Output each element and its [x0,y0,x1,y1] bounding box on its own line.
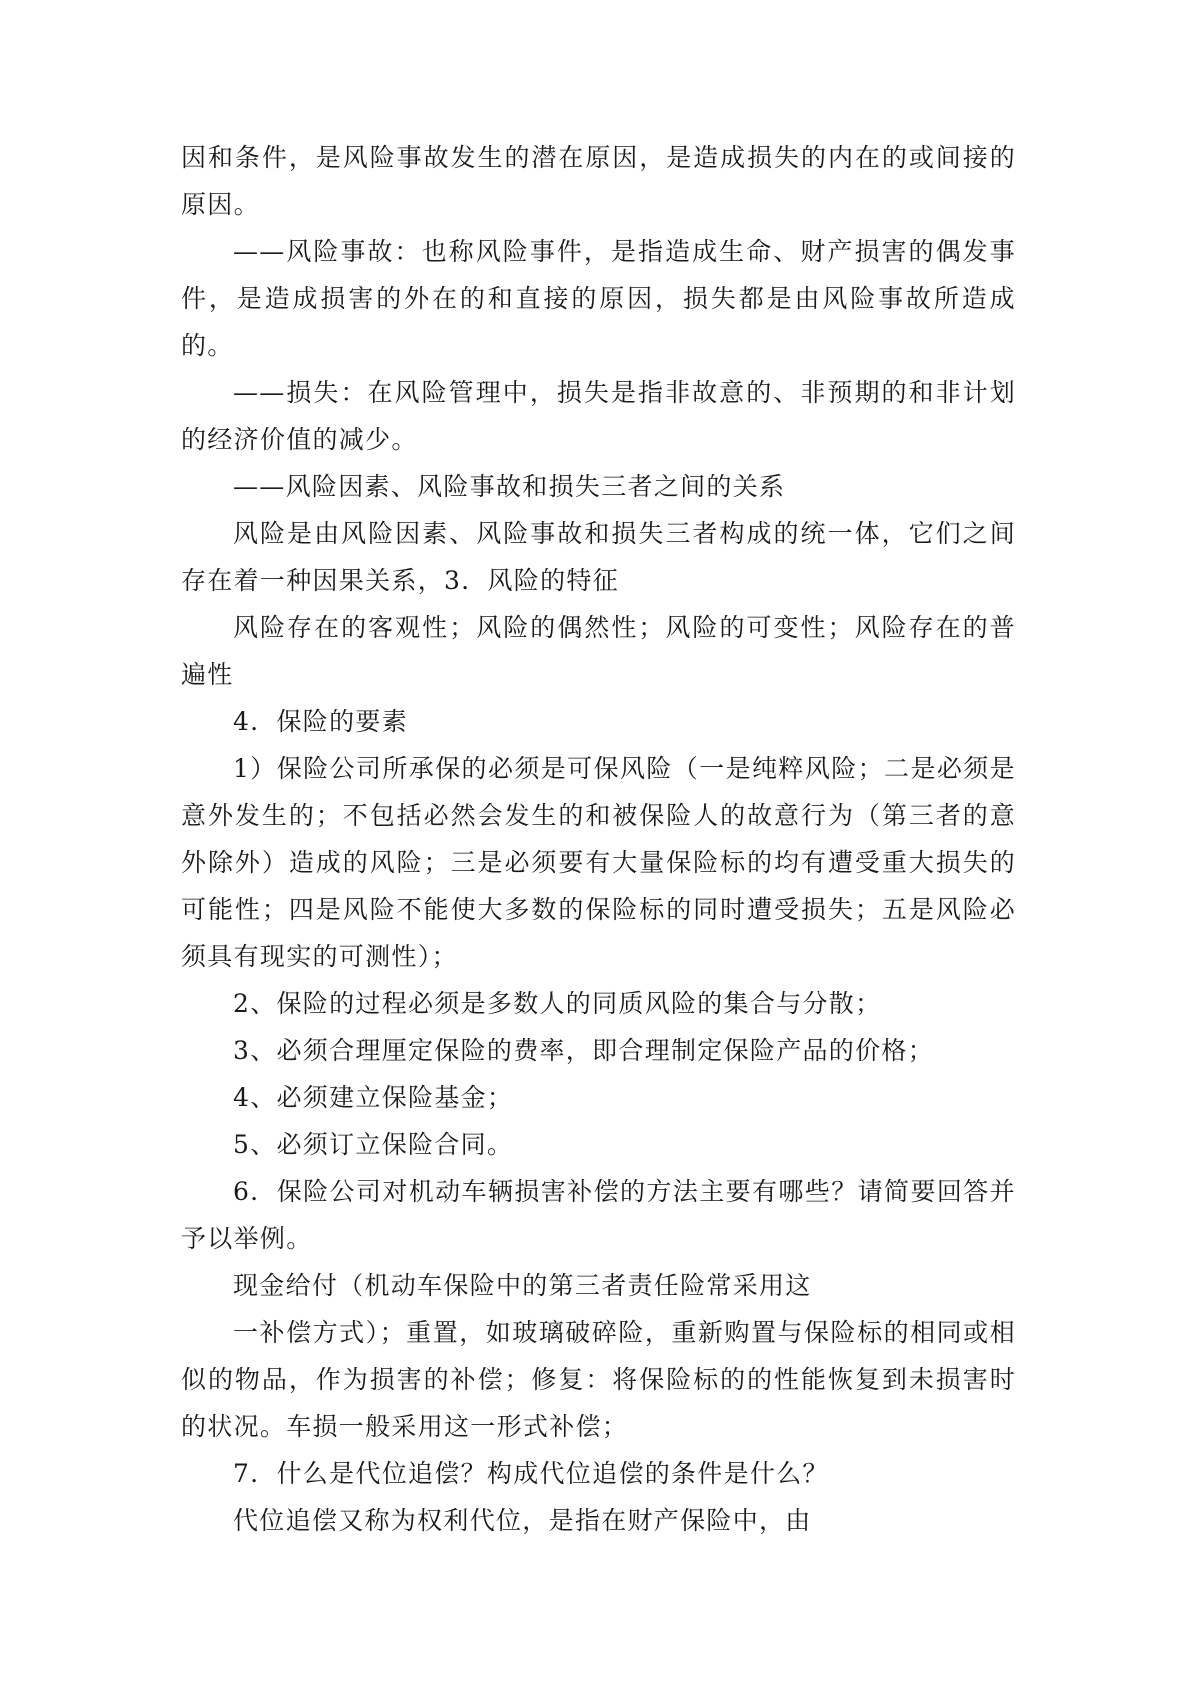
paragraph: 因和条件，是风险事故发生的潜在原因，是造成损失的内在的或间接的原因。 [181,143,1016,219]
paragraph: 代位追偿又称为权利代位，是指在财产保险中，由 [233,1506,812,1535]
document-body [181,134,1016,1544]
list-item: 3、必须合理厘定保险的费率，即合理制定保险产品的价格； [233,1036,935,1065]
question-heading: 6．保险公司对机动车辆损害补偿的方法主要有哪些？请简要回答并予以举例。 [181,1177,1016,1253]
paragraph: 风险是由风险因素、风险事故和损失三者构成的统一体，它们之间存在着一种因果关系，3．风险的特征 [181,519,1016,595]
paragraph: 风险存在的客观性；风险的偶然性；风险的可变性；风险存在的普遍性 [181,613,1016,689]
paragraph: 一补偿方式）；重置，如玻璃破碎险，重新购置与保险标的相同或相似的物品，作为损害的补偿；修复：将保险标的的性能恢复到未损害时的状况。车损一般采用这一形式补偿； [181,1318,1016,1441]
paragraph: 现金给付（机动车保险中的第三者责任险常采用这 [233,1271,812,1300]
list-item: 2、保险的过程必须是多数人的同质风险的集合与分散； [233,989,882,1018]
list-item: 4、必须建立保险基金； [233,1083,514,1112]
list-item: 5、必须订立保险合同。 [233,1130,514,1159]
paragraph: ——损失：在风险管理中，损失是指非故意的、非预期的和非计划的经济价值的减少。 [181,378,1016,454]
question-heading: 7．什么是代位追偿？构成代位追偿的条件是什么？ [233,1459,829,1488]
paragraph: 1）保险公司所承保的必须是可保风险（一是纯粹风险；二是必须是意外发生的；不包括必然会发生的和被保险人的故意行为（第三者的意外除外）造成的风险；三是必须要有大量保险标的均有遭受重大损失的可能性；四是风险不能使大多数的保险标的同时遭受损失；五是风险必须具有现实的可测性）； [181,754,1016,971]
paragraph: ——风险事故：也称风险事件，是指造成生命、财产损害的偶发事件，是造成损害的外在的和直接的原因，损失都是由风险事故所造成的。 [181,237,1016,360]
paragraph: ——风险因素、风险事故和损失三者之间的关系 [233,472,786,501]
section-heading: 4．保险的要素 [233,707,409,736]
